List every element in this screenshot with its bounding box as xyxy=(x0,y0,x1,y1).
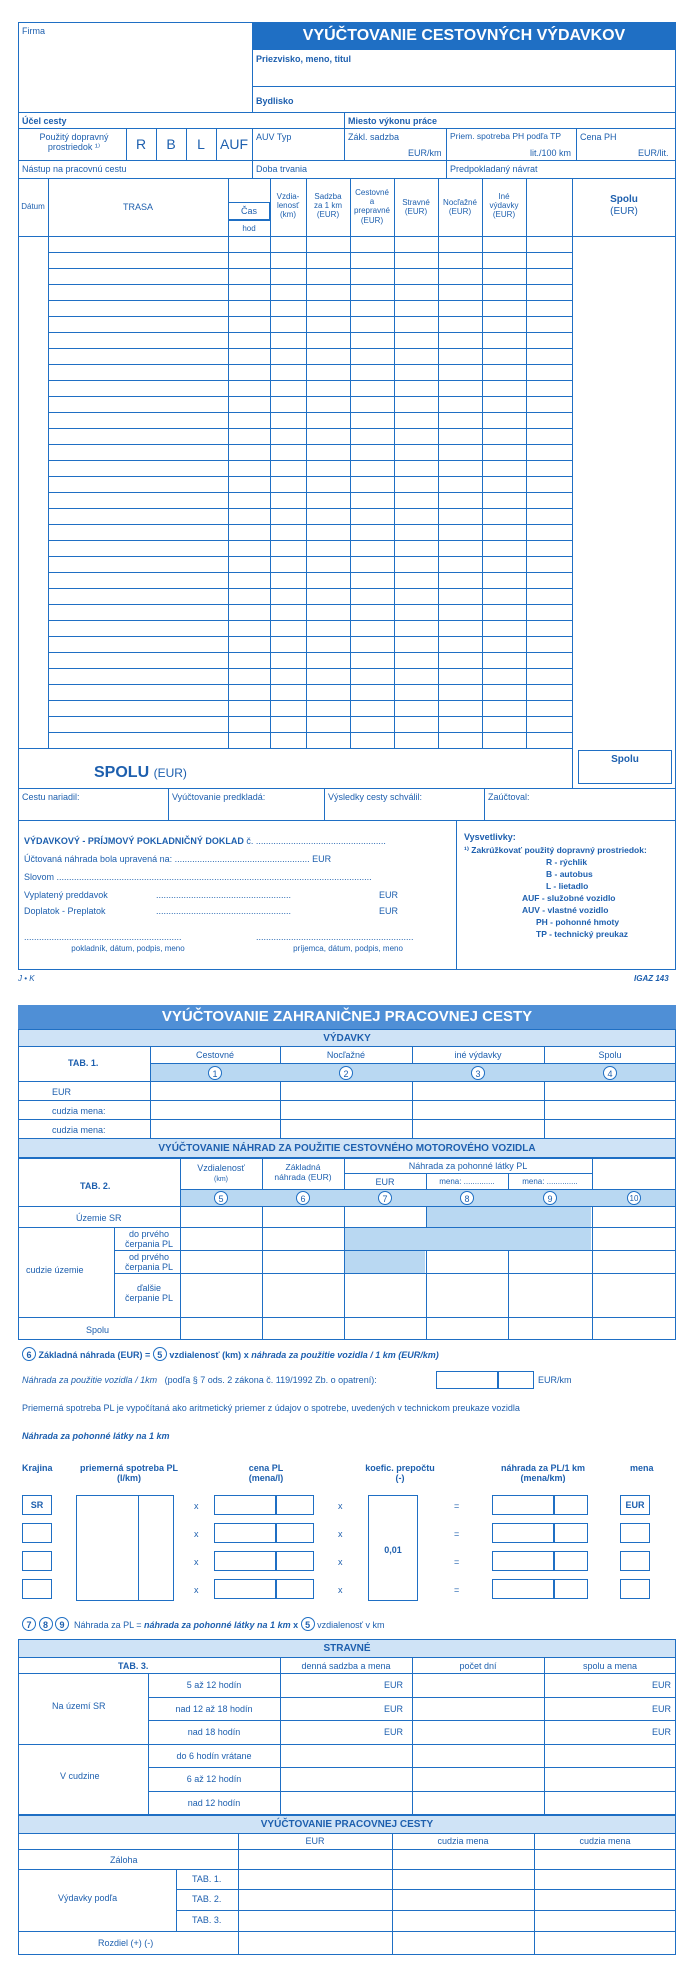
route-row-line xyxy=(48,444,572,445)
col-cas: Čas xyxy=(240,206,257,216)
spolu-label: SPOLU (EUR) xyxy=(94,764,187,781)
route-row-line xyxy=(48,572,572,573)
cena-ph-label: Cena PH xyxy=(580,132,617,142)
circle-1: 1 xyxy=(208,1066,222,1080)
stravne-eur-total: EUR xyxy=(652,1703,672,1714)
priezvisko-label: Priezvisko, meno, titul xyxy=(256,54,352,64)
tab1-col-spolu: Spolu xyxy=(598,1050,622,1060)
col-nahrada-km: náhrada za PL/1 km (mena/km) xyxy=(500,1463,586,1484)
dalsie: ďalšie čerpanie PL xyxy=(124,1283,174,1304)
route-row-line xyxy=(48,460,572,461)
doklad-title: VÝDAVKOVÝ - PRÍJMOVÝ POKLADNIČNÝ DOKLAD č. .................................................... xyxy=(24,836,386,846)
col-mena: mena xyxy=(630,1463,654,1473)
firma-label: Firma xyxy=(22,26,45,36)
spolu-right: Spolu xyxy=(611,754,639,765)
doplatok-line: Doplatok - Preplatok ...................................................... EUR xyxy=(24,906,399,916)
tab2-spolu: Spolu xyxy=(86,1325,110,1335)
legend-3: L - lietadlo xyxy=(546,881,589,891)
route-row-line xyxy=(48,316,572,317)
route-row-line xyxy=(48,588,572,589)
route-row-line xyxy=(228,220,270,221)
vyplateny-line: Vyplatený preddavok ...................................................... EUR xyxy=(24,890,399,900)
legend-0: ¹⁾ Zakrúžkovať použitý dopravný prostriedok: xyxy=(464,845,647,855)
cena-pl-field-2[interactable] xyxy=(276,1551,314,1571)
stravne-eur: EUR xyxy=(384,1680,404,1690)
stravne-eur: EUR xyxy=(384,1703,404,1714)
stravne-eur-total: EUR xyxy=(652,1680,672,1690)
equals-sign: = xyxy=(454,1585,460,1595)
stravne-row-label: 5 až 12 hodín xyxy=(186,1680,242,1690)
route-row-line xyxy=(48,540,572,541)
krajina-field[interactable] xyxy=(22,1551,52,1571)
final-col-eur: EUR xyxy=(305,1836,325,1846)
tab1-row-eur: EUR xyxy=(52,1087,72,1097)
mode-r[interactable]: R xyxy=(135,136,147,152)
tab1-col-ine: iné výdavky xyxy=(454,1050,502,1060)
col-sadzba: Sadzba za 1 km (EUR) xyxy=(313,192,342,220)
col-cestovne: Cestovné a prepravné (EUR) xyxy=(353,188,391,225)
route-row-line xyxy=(48,476,572,477)
lit-100km-label: lit./100 km xyxy=(530,148,572,158)
koef-value: 0,01 xyxy=(384,1545,402,1555)
tab2-col-vzdialenost: Vzdialenosť (km) xyxy=(197,1163,245,1184)
stravne-line xyxy=(18,1744,676,1745)
route-row-line xyxy=(48,604,572,605)
route-row-line xyxy=(48,396,572,397)
col-priem-spotreba: priemerná spotreba PL (l/km) xyxy=(79,1463,179,1484)
route-row-line xyxy=(48,652,572,653)
final-tab3: TAB. 3. xyxy=(192,1915,222,1925)
route-row-line xyxy=(48,556,572,557)
cena-pl-field-2[interactable] xyxy=(276,1523,314,1543)
stravne-row-label: nad 12 až 18 hodín xyxy=(175,1703,253,1714)
nahrada-km-field-2[interactable] xyxy=(554,1523,588,1543)
circle-9: 9 xyxy=(543,1191,557,1205)
route-row-line xyxy=(48,348,572,349)
col-hod: hod xyxy=(242,224,256,233)
circle-7: 7 xyxy=(378,1191,392,1205)
circle-4: 4 xyxy=(603,1066,617,1080)
route-row-line xyxy=(48,284,572,285)
legend-7: TP - technický preukaz xyxy=(536,929,628,939)
route-row-line xyxy=(48,524,572,525)
footer-left: J • K xyxy=(18,974,35,983)
doba-label: Doba trvania xyxy=(256,164,308,174)
stravne-eur: EUR xyxy=(384,1727,404,1738)
predpokladany-label: Predpokladaný návrat xyxy=(450,164,538,174)
stravne-row-label: nad 18 hodín xyxy=(187,1727,241,1738)
tab3-col-sadzba: denná sadzba a mena xyxy=(301,1661,391,1671)
times-sign: x xyxy=(338,1557,343,1567)
stravne-line xyxy=(148,1767,676,1768)
prijemca-label: príjemca, dátum, podpis, meno xyxy=(293,944,403,953)
uctovana-line: Účtovaná náhrada bola upravená na: ...................................................... EUR xyxy=(24,854,332,864)
times-sign: x xyxy=(194,1501,199,1511)
route-row-line xyxy=(48,668,572,669)
col-datum: Dátum xyxy=(21,202,45,211)
cena-pl-field[interactable] xyxy=(214,1551,276,1571)
tab1-row-cudzia-1: cudzia mena: xyxy=(52,1106,106,1116)
times-sign: x xyxy=(194,1529,199,1539)
times-sign: x xyxy=(338,1585,343,1595)
foreign-trip-form xyxy=(18,1005,676,1955)
cestu-nariadil: Cestu nariadil: xyxy=(22,792,80,802)
auv-typ-label: AUV Typ xyxy=(256,132,292,142)
sig-dots-1: ............................................................... xyxy=(24,932,182,942)
times-sign: x xyxy=(194,1557,199,1567)
zauctoval: Zaúčtoval: xyxy=(488,792,530,802)
legend-2: B - autobus xyxy=(546,869,593,879)
tab2-col-zakladna: Základná náhrada (EUR) xyxy=(274,1162,332,1182)
formula-1: 6 Základná náhrada (EUR) = 5 vzdialenosť (km) x náhrada za použitie vozidla / 1 km (EUR/km) xyxy=(22,1347,439,1361)
route-row-line xyxy=(48,268,572,269)
priemerna-text: Priemerná spotreba PL je vypočítaná ako aritmetický priemer z údajov o spotrebe, uvedených v technickom preukaze vozidla xyxy=(22,1403,520,1413)
cena-pl-field-2[interactable] xyxy=(276,1495,314,1515)
travel-expense-form xyxy=(18,22,676,970)
vyuctovanie-predklada: Vyúčtovanie predkladá: xyxy=(172,792,266,802)
equals-sign: = xyxy=(454,1529,460,1539)
form1-title: VYÚČTOVANIE CESTOVNÝCH VÝDAVKOV xyxy=(252,22,676,50)
tab1-col-cestovne: Cestovné xyxy=(195,1050,235,1060)
circle-10: 10 xyxy=(627,1191,641,1205)
mena-field[interactable] xyxy=(620,1579,650,1599)
footer-right: IGAZ 143 xyxy=(634,974,669,983)
mode-auf[interactable]: AUF xyxy=(220,136,248,152)
bydlisko-label: Bydlisko xyxy=(256,96,294,106)
equals-sign: = xyxy=(454,1501,460,1511)
route-row-line xyxy=(48,620,572,621)
col-spolu: Spolu (EUR) xyxy=(610,194,638,217)
uzemie-sr: Územie SR xyxy=(76,1213,122,1223)
od-prveho: od prvého čerpania PL xyxy=(124,1252,174,1273)
krajina-field[interactable] xyxy=(22,1523,52,1543)
vysvetlivky: Vysvetlivky: xyxy=(464,832,516,842)
circle-6: 6 xyxy=(296,1191,310,1205)
stravne-row-label: nad 12 hodín xyxy=(187,1798,241,1808)
cena-pl-field-2[interactable] xyxy=(276,1579,314,1599)
krajina-field[interactable] xyxy=(22,1579,52,1599)
final-col-mena-2: cudzia mena xyxy=(579,1836,631,1846)
nahrada-km-field[interactable] xyxy=(492,1495,554,1515)
stravne-row-label: 6 až 12 hodín xyxy=(186,1774,242,1785)
ucel-label: Účel cesty xyxy=(22,116,67,126)
vysledky-cesty: Výsledky cesty schválil: xyxy=(328,792,423,802)
form2-title: VYÚČTOVANIE ZAHRANIČNEJ PRACOVNEJ CESTY xyxy=(18,1005,676,1029)
mode-l[interactable]: L xyxy=(197,136,205,152)
nahrady-title: VYÚČTOVANIE NÁHRAD ZA POUŽITIE CESTOVNÉHO MOTOROVÉHO VOZIDLA xyxy=(158,1143,536,1154)
eur-km-label: EUR/km xyxy=(408,148,442,158)
legend-4: AUF - služobné vozidlo xyxy=(522,893,616,903)
mode-b[interactable]: B xyxy=(166,136,176,152)
legend-5: AUV - vlastné vozidlo xyxy=(522,905,609,915)
route-row-line xyxy=(48,252,572,253)
zaloha: Záloha xyxy=(110,1855,138,1865)
route-row-line xyxy=(48,636,572,637)
vydavky-title: VÝDAVKY xyxy=(323,1033,371,1044)
nahrada-km-field-2[interactable] xyxy=(554,1551,588,1571)
stravne-eur-total: EUR xyxy=(652,1727,672,1738)
times-sign: x xyxy=(338,1501,343,1511)
route-row-line xyxy=(48,684,572,685)
miesto-label: Miesto výkonu práce xyxy=(348,116,438,126)
tab2-label: TAB. 2. xyxy=(80,1181,111,1191)
route-row-line xyxy=(48,364,572,365)
formula-3: 7 8 9 Náhrada za PL = náhrada za pohonné látky na 1 km x 5 vzdialenosť v km xyxy=(22,1617,385,1631)
legend-1: R - rýchlik xyxy=(546,857,588,867)
tab2-col-nahrada-ph: Náhrada za pohonné látky PL xyxy=(408,1161,528,1171)
pouzity-label: Použitý dopravný prostriedok ¹⁾ xyxy=(39,132,109,153)
stravne-line xyxy=(148,1791,676,1792)
equals-sign: = xyxy=(454,1557,460,1567)
tab2-col-mena-2: mena: .............. xyxy=(522,1177,578,1186)
col-cena-pl: cena PL (mena/l) xyxy=(248,1463,284,1484)
na-uzemi-sr: Na území SR xyxy=(52,1701,106,1711)
cena-pl-field[interactable] xyxy=(214,1579,276,1599)
tab3-col-pocet: počet dní xyxy=(459,1661,497,1671)
final-tab1: TAB. 1. xyxy=(192,1874,222,1884)
nahrada-pl-1km: Náhrada za pohonné látky na 1 km xyxy=(22,1431,170,1441)
route-row-line xyxy=(48,508,572,509)
cena-pl-field[interactable] xyxy=(214,1523,276,1543)
final-title: VYÚČTOVANIE PRACOVNEJ CESTY xyxy=(260,1819,434,1830)
col-vzdialenost: Vzdia- lenosť (km) xyxy=(276,192,300,220)
nahrada-km-field[interactable] xyxy=(492,1579,554,1599)
tab2-col-mena-1: mena: .............. xyxy=(439,1177,495,1186)
rozdiel: Rozdiel (+) (-) xyxy=(98,1938,154,1948)
mena-field[interactable] xyxy=(620,1551,650,1571)
tab1-col-nocazne: Nocľažné xyxy=(326,1050,366,1060)
route-header-line xyxy=(18,236,676,237)
col-krajina: Krajina xyxy=(22,1463,53,1473)
stravne-line xyxy=(148,1720,676,1721)
formula-2: Náhrada za použitie vozidla / 1km (podľa § 7 ods. 2 zákona č. 119/1992 Zb. o opatrení): xyxy=(22,1375,377,1385)
cena-pl-field[interactable] xyxy=(214,1495,276,1515)
tab3-label: TAB. 3. xyxy=(118,1661,149,1671)
tab1-row-cudzia-2: cudzia mena: xyxy=(52,1125,106,1135)
tab3-col-spolu: spolu a mena xyxy=(582,1661,638,1671)
route-row-line xyxy=(48,700,572,701)
stravne-title: STRAVNÉ xyxy=(323,1643,371,1654)
times-sign: x xyxy=(338,1529,343,1539)
col-trasa: TRASA xyxy=(122,202,153,212)
route-row-line xyxy=(48,300,572,301)
circle-3: 3 xyxy=(471,1066,485,1080)
nahrada-km-field[interactable] xyxy=(492,1523,554,1543)
final-tab2: TAB. 2. xyxy=(192,1894,222,1904)
final-col-mena-1: cudzia mena xyxy=(437,1836,489,1846)
stravne-line xyxy=(148,1697,676,1698)
circle-8: 8 xyxy=(460,1191,474,1205)
route-row-line xyxy=(48,732,572,733)
zakl-sadzba-label: Zákl. sadzba xyxy=(348,132,400,142)
v-cudzine: V cudzine xyxy=(60,1771,100,1781)
col-koefic: koefic. prepočtu (-) xyxy=(365,1463,435,1484)
route-row-line xyxy=(48,428,572,429)
slovom-line: Slovom .............................................................................................................................. xyxy=(24,872,372,882)
route-row-line xyxy=(48,332,572,333)
cudzie-uzemie: cudzie územie xyxy=(26,1265,84,1275)
mena-field[interactable] xyxy=(620,1523,650,1543)
tab2-col-eur: EUR xyxy=(375,1177,395,1187)
mena-field[interactable]: EUR xyxy=(620,1495,650,1515)
formula-2-unit: EUR/km xyxy=(538,1375,572,1385)
legend-6: PH - pohonné hmoty xyxy=(536,917,620,927)
circle-2: 2 xyxy=(339,1066,353,1080)
route-row-line xyxy=(48,492,572,493)
circle-5: 5 xyxy=(214,1191,228,1205)
route-row-line xyxy=(48,412,572,413)
col-stravne: Stravné (EUR) xyxy=(402,198,430,217)
nahrada-km-field[interactable] xyxy=(492,1551,554,1571)
eur-lit-label: EUR/lit. xyxy=(638,148,669,158)
pokladnik-label: pokladník, dátum, podpis, meno xyxy=(71,944,185,953)
col-ine: Iné výdavky (EUR) xyxy=(489,192,519,220)
do-prveho: do prvého čerpania PL xyxy=(124,1229,174,1250)
col-nocazne: Nocľažné (EUR) xyxy=(443,198,477,217)
stravne-row-label: do 6 hodín vrátane xyxy=(176,1750,252,1761)
priem-spotreba-label: Priem. spotreba PH podľa TP xyxy=(450,131,561,141)
times-sign: x xyxy=(194,1585,199,1595)
route-row-line xyxy=(48,380,572,381)
sig-dots-2: ............................................................... xyxy=(256,932,414,942)
nastup-label: Nástup na pracovnú cestu xyxy=(22,164,127,174)
nahrada-km-field-2[interactable] xyxy=(554,1495,588,1515)
krajina-field[interactable]: SR xyxy=(22,1495,52,1515)
route-row-line xyxy=(48,716,572,717)
vydavky-podla: Výdavky podľa xyxy=(58,1893,118,1903)
tab1-label: TAB. 1. xyxy=(68,1058,99,1068)
nahrada-km-field-2[interactable] xyxy=(554,1579,588,1599)
